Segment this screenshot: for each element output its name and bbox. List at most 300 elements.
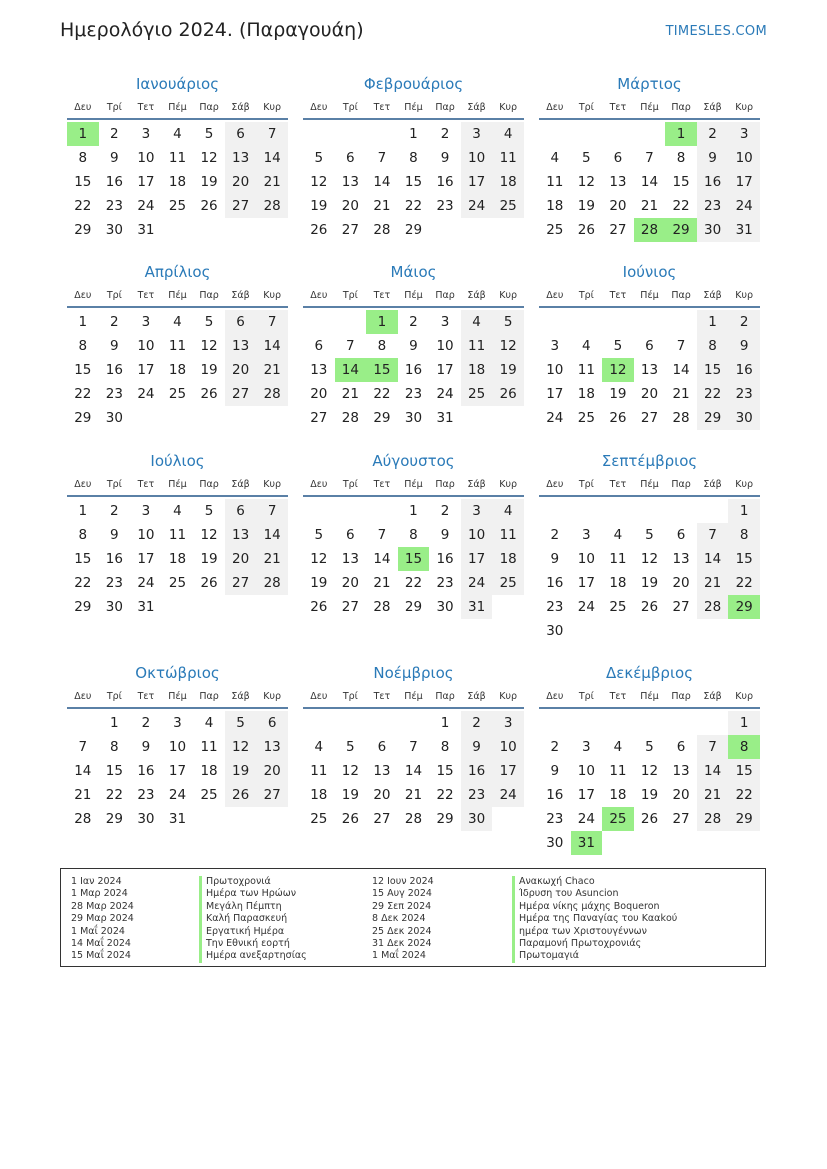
day-grid: [303, 499, 524, 619]
day-cell: 24: [577, 811, 595, 827]
weekday-label: Κυρ: [263, 102, 282, 113]
empty-cell: [602, 310, 634, 334]
day-cell: 8: [728, 523, 760, 547]
day-cell: 29: [436, 811, 454, 827]
day-cell: 6: [225, 499, 257, 523]
day-grid: [67, 122, 288, 242]
day-cell: 22: [728, 783, 760, 807]
day-cell: 26: [341, 811, 359, 827]
day-cell: 10: [546, 362, 564, 378]
weekday-label: Παρ: [435, 102, 455, 113]
empty-cell: [571, 711, 603, 735]
weekday-label: Δευ: [310, 479, 328, 490]
day-cell: 12: [640, 763, 659, 779]
day-cell: 9: [110, 338, 119, 354]
day-cell: 1: [78, 503, 88, 519]
day-cell: 12: [577, 174, 595, 190]
weekday-label: Πέμ: [640, 102, 659, 113]
day-cell: 1: [697, 310, 729, 334]
day-cell: 23: [546, 811, 564, 827]
day-cell: 7: [377, 527, 387, 543]
day-cell: 13: [640, 362, 659, 378]
day-cell: 20: [341, 198, 359, 214]
day-cell: 19: [492, 358, 524, 382]
empty-cell: [335, 499, 367, 523]
day-cell: 17: [137, 362, 155, 378]
day-cell: 14: [404, 763, 423, 779]
day-cell: 9: [110, 150, 119, 166]
legend-holiday-name: Μεγάλη Πέμπτη: [199, 901, 307, 913]
day-cell: 5: [204, 126, 214, 142]
day-cell: 25: [168, 575, 187, 591]
weekday-header: [67, 98, 288, 120]
day-cell: 1: [78, 314, 88, 330]
day-cell: 5: [582, 150, 591, 166]
day-cell: 6: [377, 739, 387, 755]
weekday-label: Κυρ: [263, 290, 282, 301]
weekday-label: Σάβ: [231, 691, 250, 702]
day-cell: 22: [697, 382, 729, 406]
day-cell: 7: [676, 338, 686, 354]
day-cell: 14: [640, 174, 659, 190]
legend-holiday-name: Ημέρα των Ηρώων: [199, 888, 307, 900]
weekday-label: Κυρ: [499, 102, 518, 113]
legend-right-dates: [372, 876, 434, 963]
day-cell: 1: [409, 503, 418, 519]
weekday-label: Πέμ: [168, 102, 187, 113]
day-cell: 20: [310, 386, 328, 402]
weekday-label: Σάβ: [703, 290, 722, 301]
holiday-day-cell: 31: [571, 831, 603, 855]
day-cell: 11: [609, 763, 627, 779]
day-cell: 19: [200, 174, 218, 190]
empty-cell: [602, 711, 634, 735]
day-cell: 14: [256, 146, 288, 170]
day-cell: 12: [492, 334, 524, 358]
weekday-label: Κυρ: [499, 479, 518, 490]
day-cell: 22: [404, 575, 423, 591]
empty-cell: [366, 711, 398, 735]
month-name: Ιούλιος: [150, 452, 205, 470]
day-cell: 6: [256, 711, 288, 735]
weekday-label: Σάβ: [703, 691, 722, 702]
day-cell: 6: [346, 527, 355, 543]
weekday-label: Τρί: [578, 102, 594, 113]
day-cell: 15: [74, 174, 92, 190]
day-cell: 9: [409, 338, 418, 354]
day-cell: 23: [436, 575, 454, 591]
day-cell: 21: [640, 198, 659, 214]
weekday-label: Σάβ: [703, 102, 722, 113]
day-cell: 2: [728, 310, 760, 334]
month-name: Αύγουστος: [372, 452, 455, 470]
day-cell: 16: [436, 551, 454, 567]
weekday-header: [67, 475, 288, 497]
day-cell: 8: [676, 150, 686, 166]
legend-date: 1 Μαΐ 2024: [71, 925, 125, 937]
day-cell: 25: [461, 382, 493, 406]
day-cell: 27: [640, 410, 659, 426]
legend-holiday-name: Καλή Παρασκευή: [199, 913, 307, 925]
day-cell: 5: [346, 739, 355, 755]
day-cell: 3: [173, 715, 182, 731]
day-cell: 16: [728, 358, 760, 382]
day-grid: [539, 499, 760, 643]
day-cell: 3: [141, 314, 151, 330]
weekday-label: Πέμ: [404, 479, 423, 490]
legend-holiday-name: ημέρα των Χριστουγέννων: [512, 926, 677, 938]
weekday-label: Παρ: [671, 479, 691, 490]
empty-cell: [665, 310, 697, 334]
day-cell: 10: [728, 146, 760, 170]
weekday-label: Παρ: [435, 691, 455, 702]
day-cell: 27: [672, 599, 690, 615]
weekday-header: [67, 286, 288, 308]
day-cell: 30: [461, 807, 493, 831]
day-cell: 18: [609, 575, 627, 591]
legend-holiday-name: Πρωτοχρονιά: [199, 876, 307, 888]
day-cell: 15: [105, 763, 123, 779]
day-cell: 26: [200, 386, 218, 402]
weekday-label: Πέμ: [404, 691, 423, 702]
weekday-label: Δευ: [310, 691, 328, 702]
day-cell: 9: [728, 334, 760, 358]
weekday-label: Παρ: [199, 290, 219, 301]
day-cell: 2: [440, 126, 450, 142]
holiday-day-cell: 29: [665, 218, 697, 242]
day-cell: 17: [546, 386, 564, 402]
day-cell: 20: [256, 759, 288, 783]
month-name: Απρίλιος: [144, 263, 211, 281]
weekday-label: Παρ: [199, 479, 219, 490]
day-cell: 28: [341, 410, 359, 426]
weekday-label: Τρί: [342, 691, 358, 702]
day-cell: 28: [404, 811, 423, 827]
holiday-day-cell: 15: [366, 358, 398, 382]
month-block: [67, 72, 288, 242]
weekday-label: Τετ: [609, 479, 627, 490]
day-cell: 12: [310, 551, 328, 567]
day-cell: 9: [461, 735, 493, 759]
weekday-label: Σάβ: [467, 290, 486, 301]
day-cell: 4: [613, 527, 623, 543]
day-cell: 6: [314, 338, 324, 354]
day-cell: 14: [697, 547, 729, 571]
day-cell: 17: [137, 551, 155, 567]
day-grid: [303, 122, 524, 242]
day-cell: 4: [173, 314, 182, 330]
day-cell: 1: [110, 715, 119, 731]
day-cell: 14: [256, 523, 288, 547]
day-cell: 17: [461, 170, 493, 194]
day-cell: 3: [461, 499, 493, 523]
day-cell: 27: [225, 571, 257, 595]
day-cell: 24: [137, 386, 155, 402]
day-cell: 4: [550, 150, 560, 166]
day-cell: 11: [200, 739, 218, 755]
weekday-label: Τετ: [373, 290, 391, 301]
day-cell: 23: [105, 386, 123, 402]
weekday-label: Πέμ: [168, 691, 187, 702]
day-cell: 14: [697, 759, 729, 783]
day-grid: [67, 499, 288, 619]
day-cell: 16: [697, 170, 729, 194]
holiday-day-cell: 1: [665, 122, 697, 146]
day-cell: 30: [697, 218, 729, 242]
day-cell: 7: [78, 739, 88, 755]
day-cell: 5: [314, 150, 324, 166]
day-cell: 19: [640, 575, 659, 591]
weekday-header: [539, 98, 760, 120]
day-cell: 6: [225, 310, 257, 334]
holiday-day-cell: 14: [335, 358, 367, 382]
weekday-header: [539, 286, 760, 308]
empty-cell: [634, 122, 666, 146]
empty-cell: [602, 122, 634, 146]
day-grid: [539, 310, 760, 430]
day-cell: 10: [168, 739, 187, 755]
day-cell: 1: [728, 711, 760, 735]
day-cell: 7: [256, 122, 288, 146]
day-cell: 29: [404, 222, 423, 238]
day-cell: 27: [310, 410, 328, 426]
day-cell: 23: [137, 787, 155, 803]
month-name: Μάιος: [390, 263, 437, 281]
day-cell: 4: [461, 310, 493, 334]
empty-cell: [366, 499, 398, 523]
day-cell: 29: [373, 410, 391, 426]
weekday-label: Τετ: [137, 479, 155, 490]
legend-holiday-name: Πρωτομαγιά: [512, 950, 677, 962]
day-cell: 25: [577, 410, 595, 426]
day-cell: 13: [310, 362, 328, 378]
day-cell: 22: [672, 198, 690, 214]
day-cell: 22: [105, 787, 123, 803]
day-cell: 13: [672, 551, 690, 567]
day-cell: 2: [461, 711, 493, 735]
weekday-label: Σάβ: [467, 479, 486, 490]
weekday-header: [67, 687, 288, 709]
weekday-label: Δευ: [310, 102, 328, 113]
day-cell: 11: [461, 334, 493, 358]
empty-cell: [665, 499, 697, 523]
legend-date: 15 Αυγ 2024: [372, 888, 432, 900]
legend-holiday-name: Εργατική Ημέρα: [199, 926, 307, 938]
day-cell: 19: [609, 386, 627, 402]
day-cell: 21: [697, 571, 729, 595]
weekday-label: Τρί: [342, 102, 358, 113]
day-cell: 31: [728, 218, 760, 242]
empty-cell: [335, 122, 367, 146]
legend-holiday-name: Ημέρα ανεξαρτησίας: [199, 950, 307, 962]
day-cell: 11: [577, 362, 595, 378]
month-name: Φεβρουάριος: [363, 75, 464, 93]
weekday-label: Δευ: [546, 479, 564, 490]
weekday-label: Δευ: [310, 290, 328, 301]
weekday-label: Παρ: [435, 479, 455, 490]
day-cell: 11: [546, 174, 564, 190]
month-block: [67, 661, 288, 831]
empty-cell: [539, 711, 571, 735]
day-cell: 13: [609, 174, 627, 190]
day-cell: 7: [645, 150, 654, 166]
day-cell: 10: [137, 527, 155, 543]
day-cell: 20: [225, 358, 257, 382]
day-cell: 26: [200, 198, 218, 214]
day-cell: 21: [256, 170, 288, 194]
day-cell: 20: [373, 787, 391, 803]
day-cell: 29: [74, 410, 92, 426]
weekday-label: Πέμ: [640, 691, 659, 702]
day-cell: 15: [436, 763, 454, 779]
day-cell: 8: [110, 739, 119, 755]
day-cell: 7: [256, 310, 288, 334]
day-cell: 21: [697, 783, 729, 807]
day-cell: 24: [461, 571, 493, 595]
day-cell: 30: [546, 835, 564, 851]
day-cell: 7: [256, 499, 288, 523]
legend-date: 29 Μαρ 2024: [71, 913, 134, 925]
page-title: Ημερολόγιο 2024. (Παραγουάη): [60, 19, 364, 41]
empty-cell: [602, 499, 634, 523]
day-cell: 3: [141, 126, 151, 142]
day-cell: 1: [440, 715, 450, 731]
day-cell: 12: [200, 527, 218, 543]
day-cell: 27: [341, 599, 359, 615]
holiday-day-cell: 8: [728, 735, 760, 759]
day-cell: 23: [728, 382, 760, 406]
weekday-header: [303, 687, 524, 709]
weekday-label: Τετ: [609, 691, 627, 702]
holiday-day-cell: 1: [67, 122, 99, 146]
day-cell: 18: [168, 174, 187, 190]
legend-holiday-name: Ανακωχή Chaco: [512, 876, 677, 888]
day-cell: 15: [697, 358, 729, 382]
brand-link[interactable]: TIMESLES.COM: [665, 24, 767, 39]
weekday-label: Παρ: [671, 691, 691, 702]
day-cell: 25: [609, 599, 627, 615]
day-cell: 5: [314, 527, 324, 543]
day-cell: 16: [436, 174, 454, 190]
empty-cell: [571, 122, 603, 146]
day-cell: 3: [492, 711, 524, 735]
day-cell: 5: [492, 310, 524, 334]
weekday-label: Σάβ: [231, 102, 250, 113]
legend-holiday-name: Την Εθνική εορτή: [199, 938, 307, 950]
day-cell: 16: [461, 759, 493, 783]
day-grid: [303, 310, 524, 430]
day-cell: 12: [310, 174, 328, 190]
day-cell: 7: [409, 739, 418, 755]
day-cell: 27: [373, 811, 391, 827]
day-cell: 31: [137, 599, 155, 615]
legend-holiday-name: Ίδρυση του Asuncion: [512, 888, 677, 900]
day-cell: 11: [310, 763, 328, 779]
day-cell: 16: [105, 551, 123, 567]
month-block: [67, 260, 288, 430]
day-cell: 5: [204, 314, 214, 330]
empty-cell: [335, 711, 367, 735]
day-cell: 26: [200, 575, 218, 591]
day-cell: 17: [728, 170, 760, 194]
day-cell: 6: [676, 739, 686, 755]
day-cell: 22: [74, 386, 92, 402]
empty-cell: [697, 499, 729, 523]
month-name: Δεκέμβριος: [605, 664, 693, 682]
weekday-label: Τετ: [373, 479, 391, 490]
day-cell: 14: [373, 551, 391, 567]
day-cell: 9: [550, 551, 560, 567]
day-cell: 26: [577, 222, 595, 238]
legend-date: 1 Μαρ 2024: [71, 888, 128, 900]
day-cell: 5: [645, 527, 654, 543]
day-cell: 29: [728, 807, 760, 831]
weekday-label: Τετ: [137, 290, 155, 301]
day-cell: 6: [645, 338, 654, 354]
weekday-label: Τρί: [578, 691, 594, 702]
day-cell: 8: [409, 527, 418, 543]
day-cell: 4: [173, 503, 182, 519]
day-cell: 4: [613, 739, 623, 755]
holiday-day-cell: 25: [602, 807, 634, 831]
weekday-label: Τετ: [373, 691, 391, 702]
day-cell: 18: [577, 386, 595, 402]
day-cell: 21: [672, 386, 690, 402]
day-cell: 19: [310, 575, 328, 591]
day-cell: 25: [492, 571, 524, 595]
day-cell: 24: [577, 599, 595, 615]
month-block: [539, 72, 760, 242]
weekday-label: Παρ: [671, 290, 691, 301]
day-cell: 9: [440, 527, 450, 543]
weekday-label: Κυρ: [263, 479, 282, 490]
day-cell: 11: [168, 338, 187, 354]
day-cell: 1: [409, 126, 418, 142]
day-cell: 15: [672, 174, 690, 190]
day-cell: 13: [672, 763, 690, 779]
legend-left-dates: [71, 876, 134, 963]
day-cell: 22: [728, 571, 760, 595]
weekday-label: Πέμ: [640, 290, 659, 301]
day-cell: 9: [110, 527, 119, 543]
day-cell: 8: [377, 338, 387, 354]
weekday-label: Δευ: [546, 691, 564, 702]
weekday-label: Κυρ: [499, 290, 518, 301]
weekday-label: Παρ: [671, 102, 691, 113]
empty-cell: [335, 310, 367, 334]
weekday-label: Δευ: [74, 479, 92, 490]
day-cell: 31: [137, 222, 155, 238]
day-cell: 30: [137, 811, 155, 827]
day-cell: 17: [577, 575, 595, 591]
day-cell: 8: [78, 150, 88, 166]
day-cell: 21: [373, 575, 391, 591]
day-cell: 18: [546, 198, 564, 214]
day-cell: 15: [404, 174, 423, 190]
month-name: Μάρτιος: [617, 75, 682, 93]
legend-holiday-name: Ημέρα της Παναγίας του Κααkού: [512, 913, 677, 925]
day-cell: 22: [74, 198, 92, 214]
empty-cell: [634, 711, 666, 735]
day-cell: 20: [341, 575, 359, 591]
legend-left-names: [199, 876, 307, 963]
day-cell: 30: [436, 599, 454, 615]
day-cell: 27: [225, 382, 257, 406]
day-cell: 11: [168, 527, 187, 543]
weekday-label: Τρί: [106, 290, 122, 301]
day-cell: 2: [440, 503, 450, 519]
day-cell: 1: [728, 499, 760, 523]
